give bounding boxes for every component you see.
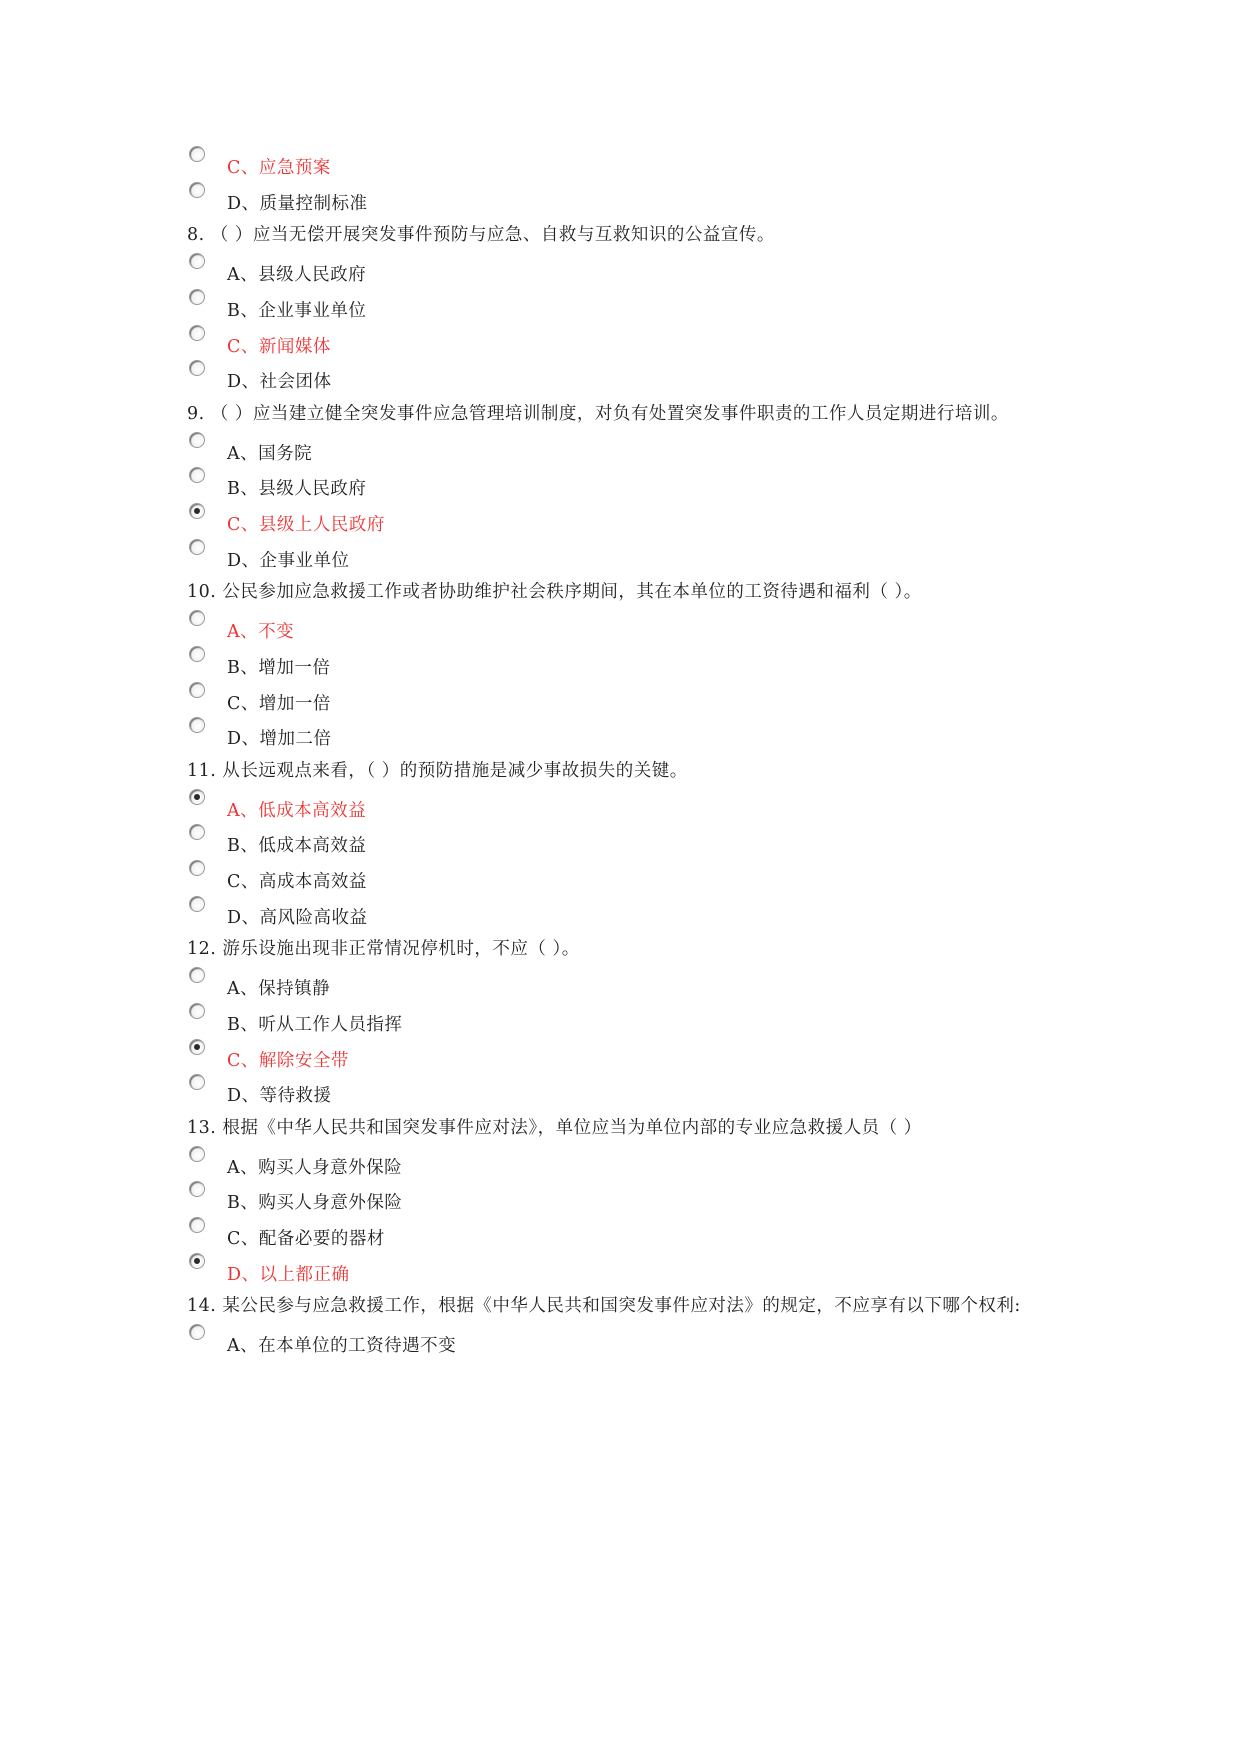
correct-answer-label: C、县级上人民政府 — [227, 515, 385, 535]
radio-button-checked[interactable] — [189, 1253, 205, 1269]
answer-option[interactable] — [0, 142, 1241, 180]
question-text: 11. 从长远观点来看，（ ）的预防措施是减少事故损失的关键。 — [187, 760, 688, 781]
radio-button[interactable] — [189, 1003, 205, 1019]
question-text: 10. 公民参加应急救援工作或者协助维护社会秩序期间，其在本单位的工资待遇和福利（ ）。 — [187, 582, 922, 603]
answer-option[interactable] — [0, 999, 1241, 1037]
question-row — [0, 1106, 1241, 1144]
option-label: D、高风险高收益 — [227, 907, 368, 928]
radio-button[interactable] — [189, 610, 205, 626]
correct-answer-label: A、低成本高效益 — [227, 800, 367, 821]
question-row — [0, 213, 1241, 251]
option-label: A、在本单位的工资待遇不变 — [227, 1336, 457, 1357]
option-label: A、国务院 — [227, 443, 313, 464]
option-label: C、配备必要的器材 — [227, 1229, 385, 1249]
answer-option[interactable] — [0, 678, 1241, 716]
option-label: B、购买人身意外保险 — [227, 1193, 403, 1214]
radio-button[interactable] — [189, 824, 205, 840]
correct-answer-label: D、以上都正确 — [227, 1264, 350, 1285]
option-label: C、高成本高效益 — [227, 872, 367, 892]
radio-button[interactable] — [189, 860, 205, 876]
radio-button[interactable] — [189, 1324, 205, 1340]
question-text: 9. （ ）应当建立健全突发事件应急管理培训制度，对负有处置突发事件职责的工作人员定期进行培训。 — [187, 403, 1009, 424]
radio-button[interactable] — [189, 539, 205, 555]
answer-option[interactable] — [0, 285, 1241, 323]
answer-option[interactable] — [0, 356, 1241, 394]
question-row — [0, 927, 1241, 965]
correct-answer-label: A、不变 — [227, 622, 295, 643]
answer-option[interactable] — [0, 249, 1241, 287]
answer-option[interactable] — [0, 1320, 1241, 1358]
radio-button[interactable] — [189, 1217, 205, 1233]
answer-option[interactable] — [0, 892, 1241, 930]
option-label: B、听从工作人员指挥 — [227, 1014, 403, 1035]
correct-answer-label: C、应急预案 — [227, 158, 331, 178]
question-text: 13. 根据《中华人民共和国突发事件应对法》，单位应当为单位内部的专业应急救援人员（ ） — [187, 1117, 922, 1138]
option-label: B、企业事业单位 — [227, 300, 367, 321]
option-label: A、保持镇静 — [227, 979, 331, 1000]
answer-option[interactable] — [0, 820, 1241, 858]
option-label: D、社会团体 — [227, 372, 332, 393]
answer-option[interactable] — [0, 535, 1241, 573]
option-label: B、县级人民政府 — [227, 479, 367, 500]
radio-button[interactable] — [189, 682, 205, 698]
answer-option[interactable] — [0, 321, 1241, 359]
answer-option[interactable] — [0, 713, 1241, 751]
option-label: D、等待救援 — [227, 1086, 332, 1107]
answer-option[interactable] — [0, 856, 1241, 894]
radio-button[interactable] — [189, 967, 205, 983]
radio-button[interactable] — [189, 182, 205, 198]
answer-option[interactable] — [0, 178, 1241, 216]
option-label: C、增加一倍 — [227, 693, 331, 714]
answer-option[interactable] — [0, 1177, 1241, 1215]
radio-button[interactable] — [189, 717, 205, 733]
option-label: B、低成本高效益 — [227, 836, 367, 857]
answer-option[interactable] — [0, 499, 1241, 537]
radio-button[interactable] — [189, 360, 205, 376]
radio-button[interactable] — [189, 896, 205, 912]
radio-button[interactable] — [189, 646, 205, 662]
radio-button[interactable] — [189, 467, 205, 483]
answer-option[interactable] — [0, 1213, 1241, 1251]
radio-button-checked[interactable] — [189, 1039, 205, 1055]
correct-answer-label: C、解除安全带 — [227, 1050, 349, 1071]
question-row — [0, 392, 1241, 430]
question-row — [0, 1284, 1241, 1322]
question-text: 8. （ ）应当无偿开展突发事件预防与应急、自救与互救知识的公益宣传。 — [187, 225, 775, 246]
radio-button[interactable] — [189, 325, 205, 341]
option-label: B、增加一倍 — [227, 657, 331, 678]
option-label: A、购买人身意外保险 — [227, 1157, 403, 1178]
radio-button[interactable] — [189, 1181, 205, 1197]
question-row — [0, 749, 1241, 787]
answer-option[interactable] — [0, 463, 1241, 501]
answer-option[interactable] — [0, 606, 1241, 644]
question-text: 12. 游乐设施出现非正常情况停机时，不应（ ）。 — [187, 939, 580, 960]
radio-button[interactable] — [189, 289, 205, 305]
radio-button[interactable] — [189, 146, 205, 162]
option-label: D、企事业单位 — [227, 550, 350, 571]
question-row — [0, 570, 1241, 608]
answer-option[interactable] — [0, 1070, 1241, 1108]
answer-option[interactable] — [0, 1035, 1241, 1073]
radio-button-checked[interactable] — [189, 503, 205, 519]
question-text: 14. 某公民参与应急救援工作，根据《中华人民共和国突发事件应对法》的规定，不应享有以下哪个权利: — [187, 1296, 1021, 1317]
radio-button[interactable] — [189, 1146, 205, 1162]
option-label: A、县级人民政府 — [227, 265, 367, 286]
answer-option[interactable] — [0, 785, 1241, 823]
answer-option[interactable] — [0, 963, 1241, 1001]
answer-option[interactable] — [0, 428, 1241, 466]
radio-button-checked[interactable] — [189, 789, 205, 805]
option-label: D、质量控制标准 — [227, 193, 368, 214]
answer-option[interactable] — [0, 642, 1241, 680]
option-label: D、增加二倍 — [227, 729, 332, 750]
correct-answer-label: C、新闻媒体 — [227, 336, 331, 357]
radio-button[interactable] — [189, 253, 205, 269]
radio-button[interactable] — [189, 432, 205, 448]
answer-option[interactable] — [0, 1249, 1241, 1287]
radio-button[interactable] — [189, 1074, 205, 1090]
answer-option[interactable] — [0, 1142, 1241, 1180]
